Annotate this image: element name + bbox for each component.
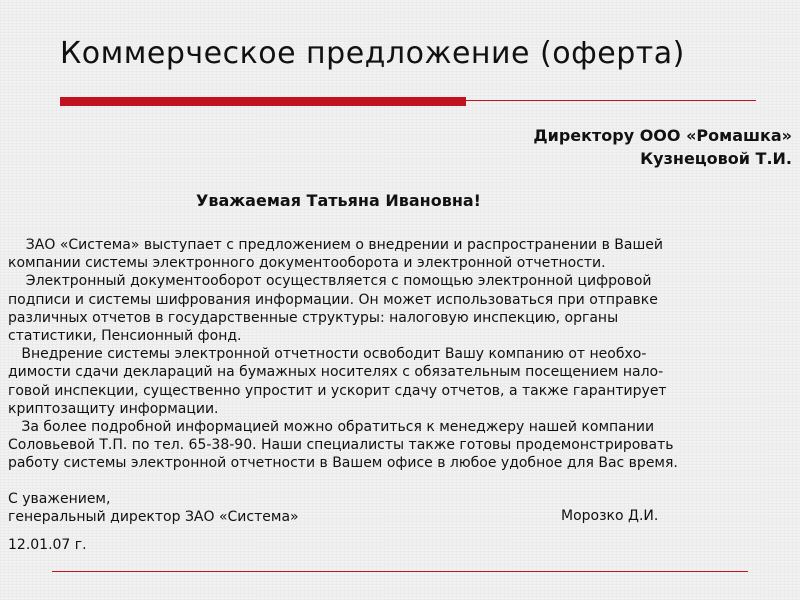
- paragraph-line: Соловьевой Т.П. по тел. 65-38-90. Наши специалисты также готовы продемонстрировать: [8, 437, 674, 454]
- greeting: Уважаемая Татьяна Ивановна!: [196, 191, 481, 210]
- paragraph-line: говой инспекции, существенно упростит и ускорит сдачу отчетов, а также гарантирует: [8, 382, 667, 399]
- signer-name: Морозко Д.И.: [561, 508, 659, 524]
- title-underline-thick: [60, 97, 466, 106]
- paragraph-line: компании системы электронного документооборота и электронной отчетности.: [8, 255, 606, 272]
- title-underline-thin: [466, 100, 756, 101]
- paragraph-line: подписи и системы шифрования информации. Он может использоваться при отправке: [8, 291, 658, 308]
- paragraph-line: криптозащиту информации.: [8, 400, 219, 417]
- paragraph-line: За более подробной информацией можно обратиться к менеджеру нашей компании: [8, 419, 655, 436]
- paragraph-3: [8, 345, 768, 418]
- letter-body: [8, 236, 768, 473]
- recipient-name: Кузнецовой Т.И.: [640, 149, 792, 168]
- paragraph-line: статистики, Пенсионный фонд.: [8, 328, 242, 345]
- paragraph-line: различных отчетов в государственные структуры: налоговую инспекцию, органы: [8, 309, 619, 326]
- page-title: Коммерческое предложение (оферта): [60, 36, 685, 71]
- letter-date: 12.01.07 г.: [8, 537, 87, 553]
- closing-block: [8, 490, 299, 526]
- closing-position: генеральный директор ЗАО «Система»: [8, 509, 299, 525]
- recipient-block: [533, 124, 792, 170]
- bottom-divider: [52, 571, 748, 572]
- recipient-position: Директору ООО «Ромашка»: [533, 126, 792, 145]
- paragraph-4: [8, 418, 768, 473]
- paragraph-line: димости сдачи деклараций на бумажных носителях с обязательным посещением нало-: [8, 364, 664, 381]
- paragraph-line: Электронный документооборот осуществляется с помощью электронной цифровой: [8, 273, 652, 290]
- paragraph-line: ЗАО «Система» выступает с предложением о внедрении и распространении в Вашей: [8, 237, 663, 253]
- paragraph-line: Внедрение системы электронной отчетности освободит Вашу компанию от необхо-: [8, 346, 647, 363]
- closing-regards: С уважением,: [8, 491, 111, 507]
- paragraph-line: работу системы электронной отчетности в Вашем офисе в любое удобное для Вас время.: [8, 455, 678, 472]
- paragraph-1: [8, 236, 768, 272]
- paragraph-2: [8, 272, 768, 345]
